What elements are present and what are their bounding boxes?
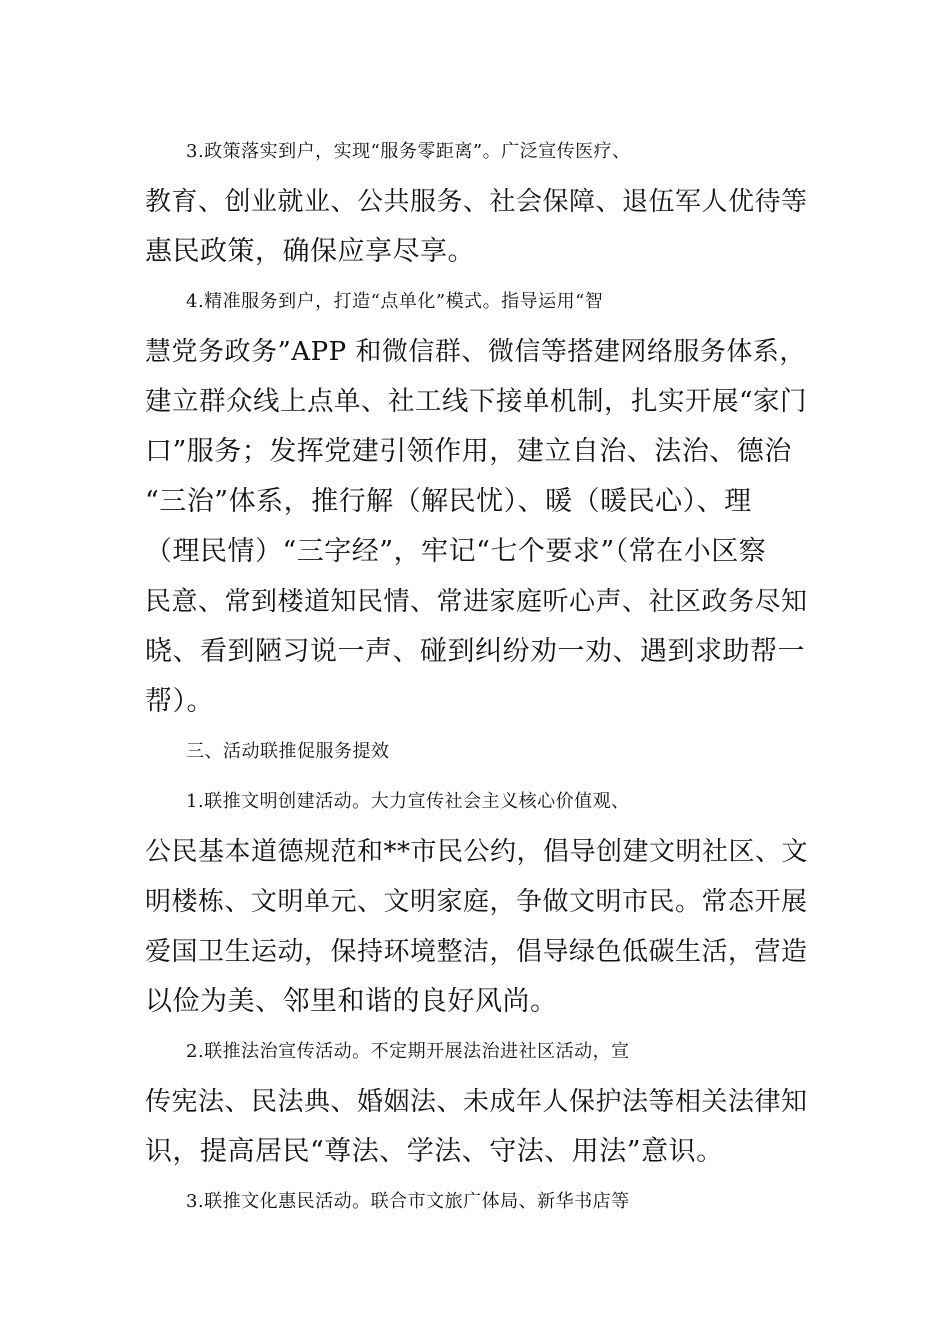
item-1-line-5: 以俭为美、邻里和谐的良好风尚。	[145, 986, 558, 1017]
paragraph-3-line-1: 3.政策落实到户，实现“服务零距离”。广泛宣传医疗、	[186, 141, 631, 162]
item-1-line-4: 爱国卫生运动，保持环境整洁，倡导绿色低碳生活，营造	[145, 937, 808, 967]
item-2-line-2: 传宪法、民法典、婚姻法、未成年人保护法等相关法律知	[145, 1087, 808, 1117]
section-heading: 三、活动联推促服务提效	[186, 741, 390, 762]
item-2-line-1: 2.联推法治宣传活动。不定期开展法治进社区活动，宣	[186, 1041, 630, 1062]
item-3-line-1: 3.联推文化惠民活动。联合市文旅广体局、新华书店等	[186, 1191, 630, 1212]
paragraph-4-line-2: 慧党务政务”APP 和微信群、微信等搭建网络服务体系，	[145, 337, 806, 367]
paragraph-4-line-6: （理民情）“三字经”，牢记“七个要求”（常在小区察	[145, 536, 767, 567]
paragraph-3-line-3: 惠民政策，确保应享尽享。	[145, 236, 475, 267]
item-2-line-3: 识，提高居民“尊法、学法、守法、用法”意识。	[145, 1136, 724, 1167]
item-1-line-2: 公民基本道德规范和**市民公约，倡导创建文明社区、文	[145, 837, 809, 867]
paragraph-4-line-5: “三治”体系，推行解（解民忧）、暖（暖民心）、理	[145, 486, 752, 517]
paragraph-4-line-9: 帮）。	[145, 686, 214, 717]
paragraph-4-line-7: 民意、常到楼道知民情、常进家庭听心声、社区政务尽知	[145, 587, 808, 617]
item-1-line-3: 明楼栋、文明单元、文明家庭，争做文明市民。常态开展	[145, 887, 808, 917]
paragraph-4-line-1: 4.精准服务到户，打造“点单化”模式。指导运用“智	[186, 291, 604, 312]
paragraph-4-line-3: 建立群众线上点单、社工线下接单机制，扎实开展“家门	[145, 386, 808, 417]
item-1-line-1: 1.联推文明创建活动。大力宣传社会主义核心价值观、	[186, 791, 630, 812]
paragraph-4-line-8: 晓、看到陋习说一声、碰到纠纷劝一劝、遇到求助帮一	[145, 636, 805, 667]
paragraph-4-line-4: 口”服务；发挥党建引领作用，建立自治、法治、德治	[145, 436, 792, 467]
paragraph-3-line-2: 教育、创业就业、公共服务、社会保障、退伍军人优待等	[145, 187, 808, 217]
